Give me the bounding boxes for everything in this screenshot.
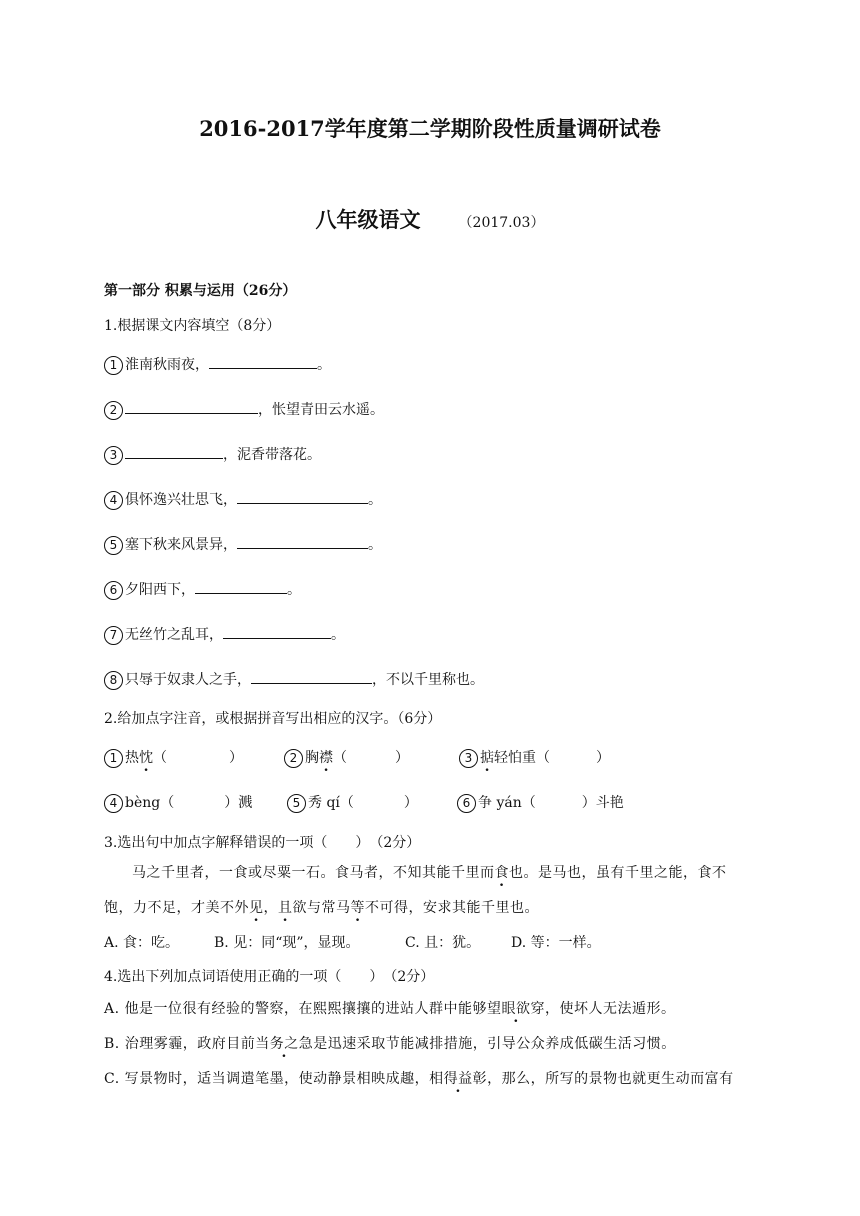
exam-date: （2017.03） [458,215,545,231]
circled-number: 6 [457,794,476,813]
fill-item-1: 1 淮南秋雨夜， 。 [104,353,331,375]
answer-blank[interactable] [125,398,258,414]
question-2-stem: 2.给加点字注音，或根据拼音写出相应的汉字。（6分） [104,711,442,727]
circled-number: 4 [104,491,123,510]
answer-blank[interactable] [251,668,372,684]
circled-number: 2 [104,401,123,420]
passage-line-1: 马之千里者，一食或尽粟一石。食马者，不知其能千里而食也。是马也，虽有千里之能，食不 [132,865,727,881]
fill-item-4: 4 俱怀逸兴壮思飞， 。 [104,488,382,510]
exam-title: 2016-2017学年度第二学期阶段性质量调研试卷 [199,116,661,141]
pinyin-item-1: 1 热忱（ ） [104,747,243,768]
answer-blank[interactable] [209,353,317,369]
circled-number: 4 [104,794,123,813]
circled-number: 8 [104,671,123,690]
answer-blank[interactable] [195,578,287,594]
dotted-phrase: 望眼欲穿 [487,1001,546,1017]
dotted-char: 见 [249,900,264,916]
answer-blank[interactable] [125,443,223,459]
pinyin-item-6: 6 争 yán（ ）斗艳 [457,792,624,813]
circled-number: 1 [104,356,123,375]
answer-blank[interactable] [237,488,368,504]
circled-number: 7 [104,626,123,645]
question-3-stem: 3.选出句中加点字解释错误的一项（ ） （2分） [104,835,421,851]
q3-option-d[interactable]: D. 等：一样。 [511,935,601,951]
q3-option-b[interactable]: B. 见：同“现”，显现。 [214,935,360,951]
fill-item-2: 2 ，怅望青田云水遥。 [104,398,384,420]
dotted-char: 食 [494,865,509,881]
circled-number: 5 [287,794,306,813]
grade-subject: 八年级语文 [315,207,421,232]
q4-option-b[interactable]: B. 治理雾霾，政府目前当务之急是迅速采取节能减排措施，引导公众养成低碳生活习惯。 [104,1036,676,1052]
section-heading: 第一部分 积累与运用（26分） [104,283,297,299]
exam-subtitle [0,204,860,234]
dotted-char: 等 [350,900,365,916]
pinyin-item-2: 2 胸襟（ ） [284,747,409,768]
fill-item-7: 7 无丝竹之乱耳， 。 [104,623,345,645]
fill-item-6: 6 夕阳西下， 。 [104,578,301,600]
q3-option-c[interactable]: C. 且：犹。 [405,935,481,951]
dotted-phrase: 相得益彰 [429,1071,488,1087]
fill-item-5: 5 塞下秋来风景异， 。 [104,533,382,555]
circled-number: 3 [459,749,478,768]
pinyin-item-5: 5 秀 qí（ ） [287,792,418,813]
pinyin-item-4: 4 bèng（ ）溅 [104,792,252,813]
circled-number: 3 [104,446,123,465]
dotted-phrase: 当务之急 [255,1036,314,1052]
circled-number: 1 [104,749,123,768]
circled-number: 5 [104,536,123,555]
fill-item-3: 3 ，泥香带落花。 [104,443,321,465]
question-4-stem: 4.选出下列加点词语使用正确的一项（ ） （2分） [104,969,435,985]
circled-number: 2 [284,749,303,768]
fill-item-8: 8 只辱于奴隶人之手， ，不以千里称也。 [104,668,484,690]
answer-blank[interactable] [237,533,368,549]
answer-blank[interactable] [223,623,331,639]
dotted-char: 襟 [319,750,333,766]
q4-option-a[interactable]: A. 他是一位很有经验的警察，在熙熙攘攘的进站人群中能够望眼欲穿，使坏人无法遁形。 [104,1001,676,1017]
question-1-stem: 1.根据课文内容填空（8分） [104,318,281,334]
passage-line-2: 饱，力不足，才美不外见，且欲与常马等不可得，安求其能千里也。 [104,900,539,916]
dotted-char: 掂 [480,750,494,766]
dotted-char: 忱 [139,750,153,766]
pinyin-item-3: 3 掂轻怕重（ ） [459,747,610,768]
q4-option-c[interactable]: C. 写景物时，适当调遣笔墨，使动静景相映成趣，相得益彰，那么，所写的景物也就更生动而富有 [104,1071,734,1087]
circled-number: 6 [104,581,123,600]
q3-option-a[interactable]: A. 食：吃。 [104,935,180,951]
dotted-char: 且 [278,900,293,916]
